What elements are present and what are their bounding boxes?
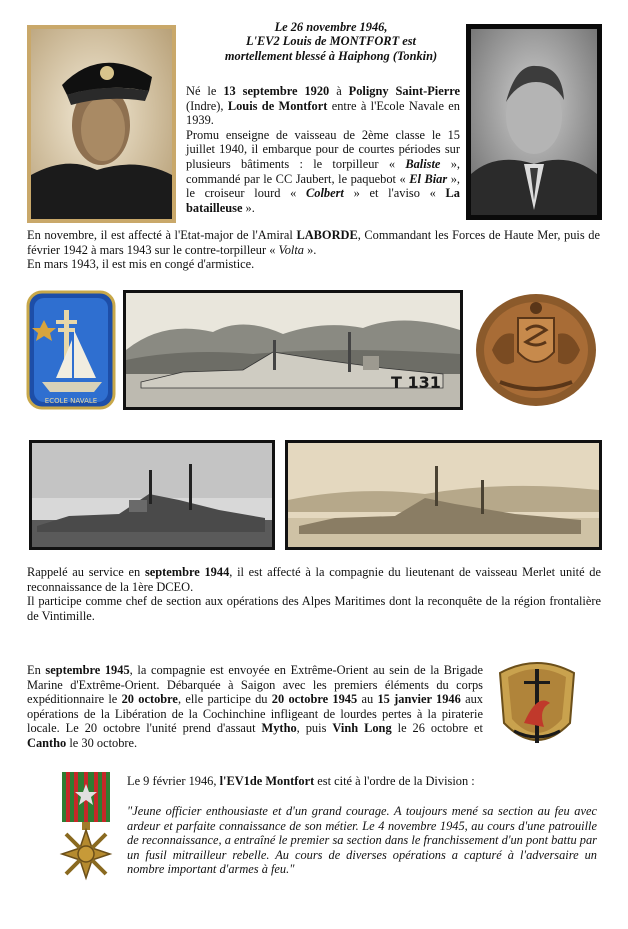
bio-p1: Né le 13 septembre 1920 à Poligny Saint-Pierre (Indre), Louis de Montfort entre à l'Ecole Navale en 1939. [186,84,461,128]
bio-paragraph-wide [27,228,600,272]
ship-photo-3 [285,440,602,550]
ship-photo-2 [29,440,275,550]
section-1944-p1: Rappelé au service en septembre 1944, il est affecté à la compagnie du lieutenant de vaisseau Merlet unité de reconnaissance de la 1ère DCEO. [27,565,601,594]
croix-de-guerre-medal [50,770,122,900]
section-1945-p1: En septembre 1945, la compagnie est envoyée en Extrême-Orient au sein de la Brigade Marine d'Extrême-Orient. Débarquée à Saigon avec les premiers éléments du corps expéditionnaire le 20 octobre, elle participe du 20 octobre 1945 au 15 janvier 1946 aux opérations de la Libération de la Cochinchine infligeant de lourdes pertes à la piraterie locale. Le 20 octobre l'unité prend d'assaut Mytho, puis Vinh Long le 26 octobre et Cantho le 30 octobre. [27,663,484,750]
ecole-navale-badge-text: ECOLE NAVALE [44,397,98,405]
portrait-civil-photo [466,24,602,220]
ship-t131-photo [123,290,463,410]
portrait-uniform-photo [27,25,176,223]
title-line-1: Le 26 novembre 1946, [274,20,388,34]
title-line-2: L'EV2 Louis de MONTFORT est [245,34,417,49]
bio-paragraph-narrow [186,84,460,215]
section-1944-p2: Il participe comme chef de section aux opérations des Alpes Maritimes dont la reconquête de la région frontalière de Vintimille. [27,594,601,623]
unit-badge [494,653,580,755]
title-line-3: mortellement blessé à Haiphong (Tonkin) [224,48,438,63]
ship-t131-hull-number: T 131 [391,373,441,392]
page-title [186,20,476,63]
bio-p2: Promu enseigne de vaisseau de 2ème classe le 15 juillet 1940, il embarque pour de courtes périodes sur plusieurs bâtiments : le torpilleur « Baliste », commandé par le CC Jaubert, le paquebot « El Biar », le croiseur lourd « Colbert » et l'aviso « La batailleuse ». [186,127,460,215]
coat-of-arms-medallion [470,290,602,410]
section-1945 [27,663,483,751]
ecole-navale-badge [26,290,116,410]
bio-p4: En mars 1943, il est mis en congé d'armistice. [27,257,255,272]
section-1944 [27,565,601,623]
citation-quote: "Jeune officier enthousiaste et d'un grand courage. A toujours mené sa section au feu avec ardeur et parfaite connaissance de son métier. Le 4 novembre 1945, au cours d'une patrouille de reconnaissance, a entraîné le premier sa section dans le franchissement d'un pont battu par un fusil mitrailleur rebelle. Au cours de diverses opérations a capturé à l'adversaire un nombre important d'armes à feu." [127,804,597,877]
citation-intro: Le 9 février 1946, l'EV1de Montfort est cité à l'ordre de la Division : [127,774,475,788]
bio-p3: En novembre, il est affecté à l'Etat-major de l'Amiral LABORDE, Commandant les Forces de Haute Mer, puis de février 1942 à mars 1943 sur le contre-torpilleur « Volta ». [27,228,600,257]
